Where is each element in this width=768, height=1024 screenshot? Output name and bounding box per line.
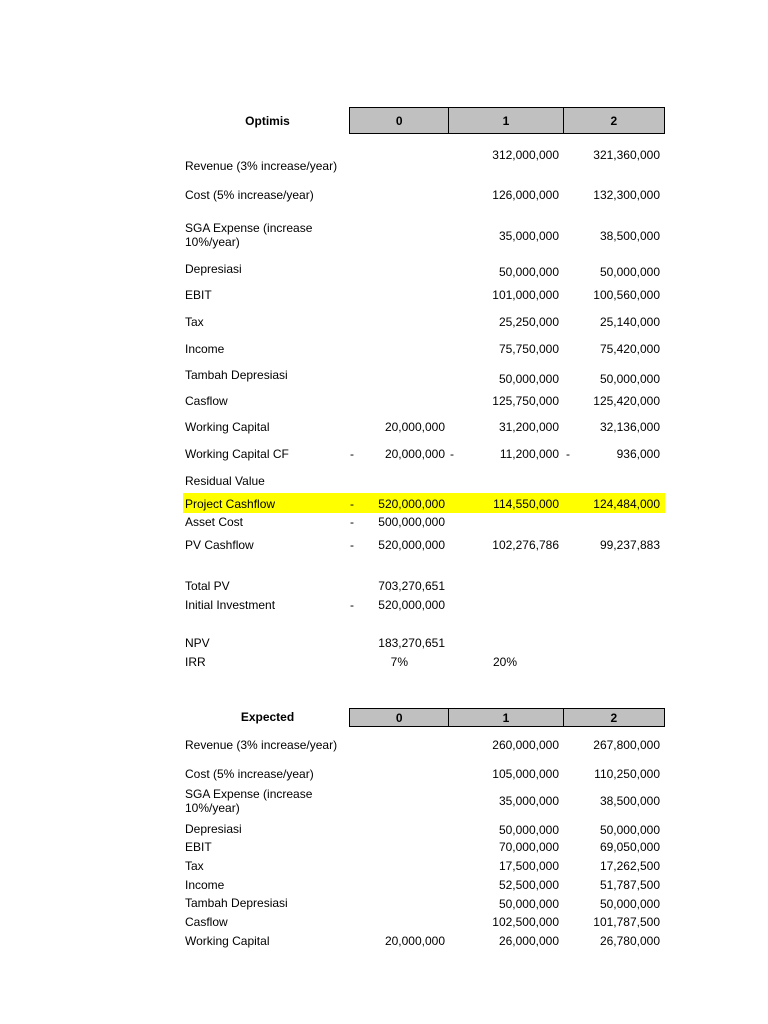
row-label: EBIT [185,840,212,854]
row-label: Casflow [185,915,228,929]
negative-sign: - [566,447,570,461]
cell-value: 520,000,000 [378,538,445,552]
cell-value: 520,000,000 [378,598,445,612]
cell-value: 50,000,000 [599,372,660,386]
cell-value: 26,000,000 [498,934,559,948]
cell-value: 105,000,000 [492,767,559,781]
cell-value: 38,500,000 [599,229,660,243]
cell-value: 50,000,000 [498,823,559,837]
cell-value: 102,500,000 [492,915,559,929]
row-label: Cost (5% increase/year) [185,188,314,202]
cell-value: 51,787,500 [599,878,660,892]
row-label: Depresiasi [185,262,242,276]
row-label: Project Cashflow [185,497,276,511]
row-label: Casflow [185,394,228,408]
cell-value: 500,000,000 [378,515,445,529]
row-label: NPV [185,636,210,650]
cell-value: 69,050,000 [599,840,660,854]
cell-value: 50,000,000 [599,823,660,837]
cell-value: 17,262,500 [599,859,660,873]
cell-value: 321,360,000 [593,148,660,162]
cell-value: 35,000,000 [498,794,559,808]
cell-value: 703,270,651 [378,579,445,593]
cell-value: 31,200,000 [498,420,559,434]
optimis-header-2: 2 [610,113,618,128]
row-label: Working Capital [185,420,270,434]
cell-value: 114,550,000 [493,497,559,511]
cell-value: 20,000,000 [384,447,445,461]
cell-value: 124,484,000 [593,497,660,511]
expected-header-2: 2 [610,710,618,725]
row-label: Working Capital [185,934,270,948]
cell-value: 267,800,000 [593,738,660,752]
negative-sign: - [450,447,454,461]
row-label: Income [185,342,225,356]
row-label: Tambah Depresiasi [185,368,288,382]
cell-value: 75,420,000 [599,342,660,356]
negative-sign: - [350,538,354,552]
cell-value: 70,000,000 [498,840,559,854]
row-label: IRR [185,655,206,669]
negative-sign: - [350,447,354,461]
cell-value: 38,500,000 [599,794,660,808]
cell-value: 110,250,000 [594,767,660,781]
row-label: Initial Investment [185,598,276,612]
cell-value: 101,000,000 [492,288,559,302]
cell-value: 35,000,000 [498,229,559,243]
cell-value: 7% [390,655,408,669]
row-label: Working Capital CF [185,447,289,461]
negative-sign: - [350,515,354,529]
row-label: Tax [185,859,204,873]
cell-value: 50,000,000 [498,897,559,911]
row-label: Residual Value [185,474,265,488]
cell-value: 50,000,000 [498,372,559,386]
optimis-header-0: 0 [350,108,449,133]
cell-value: 102,276,786 [492,538,559,552]
cell-value: 11,200,000 [499,447,559,461]
optimis-header-1: 1 [449,108,563,133]
cell-value: 20,000,000 [384,934,445,948]
cell-value: 50,000,000 [599,897,660,911]
negative-sign: - [350,497,354,511]
cell-value: 936,000 [616,447,660,461]
cell-value: 25,140,000 [599,315,660,329]
cell-value: 183,270,651 [378,636,445,650]
cell-value: 260,000,000 [492,738,559,752]
cell-value: 132,300,000 [593,188,660,202]
optimis-header-row [349,107,665,134]
row-label: SGA Expense (increase 10%/year) [185,221,313,249]
row-label: Tambah Depresiasi [185,896,288,910]
row-label: Cost (5% increase/year) [185,767,314,781]
expected-header-row [349,708,665,727]
cell-value: 20% [492,655,517,669]
optimis-title: Optimis [245,114,290,128]
row-label: Total PV [185,579,230,593]
row-label: Revenue (3% increase/year) [185,738,338,752]
cell-value: 520,000,000 [378,497,445,511]
cell-value: 125,420,000 [593,394,660,408]
cell-value: 100,560,000 [593,288,660,302]
negative-sign: - [350,598,354,612]
cell-value: 20,000,000 [384,420,445,434]
expected-title: Expected [240,710,295,724]
row-label: Asset Cost [185,515,244,529]
expected-header-1: 1 [449,709,563,726]
cell-value: 50,000,000 [599,265,660,279]
cell-value: 312,000,000 [492,148,559,162]
row-label: Tax [185,315,204,329]
cell-value: 125,750,000 [492,394,559,408]
cell-value: 126,000,000 [492,188,559,202]
cell-value: 32,136,000 [599,420,660,434]
row-label: Revenue (3% increase/year) [185,159,338,173]
row-label: Depresiasi [185,822,242,836]
cell-value: 101,787,500 [593,915,660,929]
cell-value: 26,780,000 [599,934,660,948]
cell-value: 75,750,000 [498,342,559,356]
row-label: PV Cashflow [185,538,254,552]
row-label: EBIT [185,288,212,302]
row-label: Income [185,878,225,892]
cell-value: 52,500,000 [498,878,559,892]
row-label: SGA Expense (increase 10%/year) [185,787,313,815]
cell-value: 25,250,000 [498,315,559,329]
cell-value: 50,000,000 [498,265,559,279]
expected-header-0: 0 [350,709,449,726]
cell-value: 99,237,883 [599,538,660,552]
cell-value: 17,500,000 [498,859,559,873]
